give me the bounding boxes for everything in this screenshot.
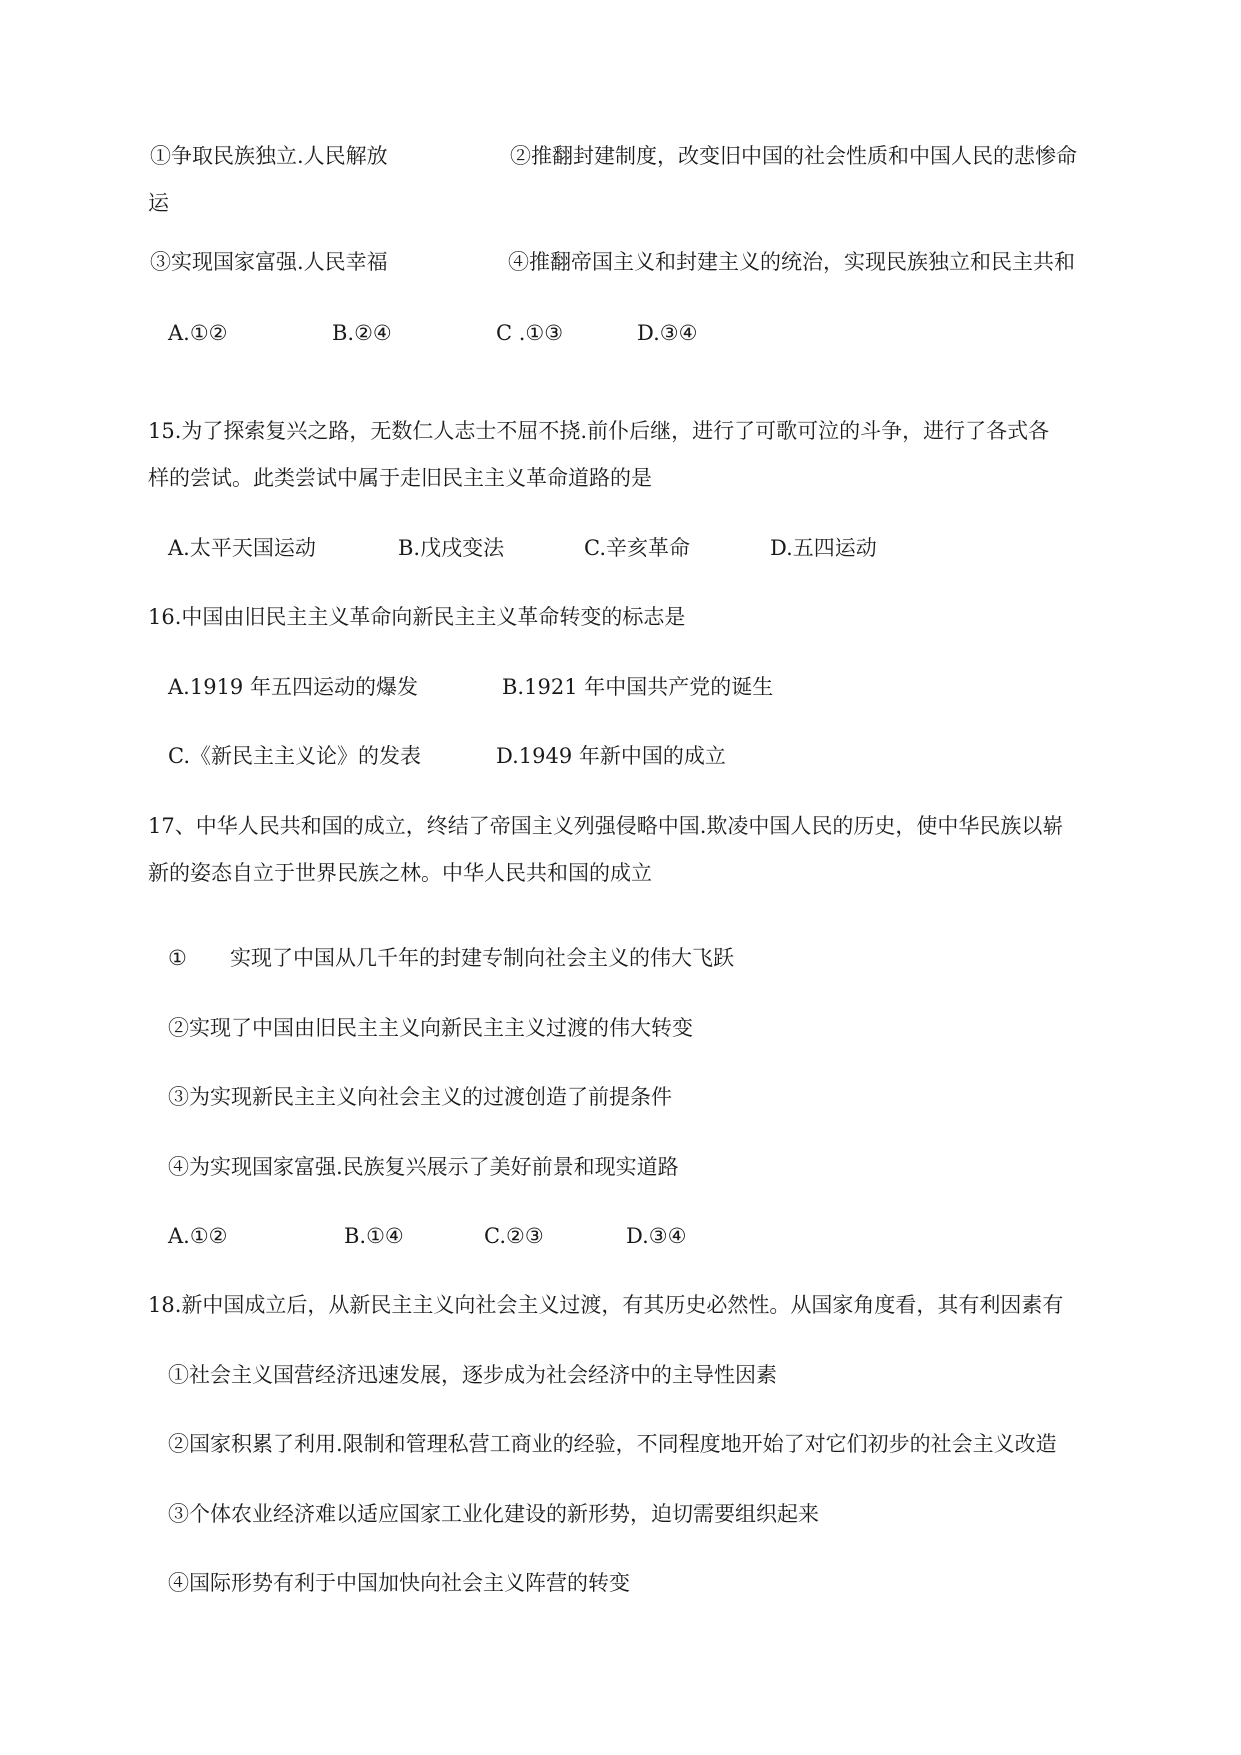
- q18-option-2: ②国家积累了利用.限制和管理私营工商业的经验，不同程度地开始了对它们初步的社会主义改造: [168, 1432, 1057, 1456]
- q17-choice-c: C.②③: [484, 1224, 544, 1248]
- q18-option-3: ③个体农业经济难以适应国家工业化建设的新形势，迫切需要组织起来: [168, 1502, 819, 1526]
- q14-choice-a: A.①②: [168, 321, 228, 345]
- q15-choice-b: B.戊戌变法: [398, 536, 505, 560]
- q14-option-3: ③实现国家富强.人民幸福: [150, 250, 388, 274]
- q15-stem-line-1: 15.为了探索复兴之路，无数仁人志士不屈不挠.前仆后继，进行了可歌可泣的斗争，进行了各式各: [148, 419, 1050, 443]
- q16-choice-c: C.《新民主主义论》的发表: [168, 744, 421, 768]
- q14-choice-c: C .①③: [496, 321, 564, 345]
- q17-stem-line-2: 新的姿态自立于世界民族之林。中华人民共和国的成立: [148, 861, 652, 885]
- q14-choice-d: D.③④: [637, 321, 698, 345]
- q15-choice-a: A.太平天国运动: [168, 536, 316, 560]
- q14-option-4: ④推翻帝国主义和封建主义的统治，实现民族独立和民主共和: [508, 250, 1075, 274]
- q17-option-1-mark: ①: [168, 946, 187, 970]
- q15-choice-d: D.五四运动: [770, 536, 877, 560]
- q17-option-1: 实现了中国从几千年的封建专制向社会主义的伟大飞跃: [230, 946, 734, 970]
- q18-stem: 18.新中国成立后，从新民主主义向社会主义过渡，有其历史必然性。从国家角度看，其有利因素有: [148, 1293, 1064, 1317]
- q17-option-2: ②实现了中国由旧民主主义向新民主主义过渡的伟大转变: [168, 1016, 693, 1040]
- q16-choice-a: A.1919 年五四运动的爆发: [168, 675, 418, 699]
- q16-choice-d: D.1949 年新中国的成立: [496, 744, 726, 768]
- q17-stem-line-1: 17、中华人民共和国的成立，终结了帝国主义列强侵略中国.欺凌中国人民的历史，使中华民族以崭: [148, 814, 1064, 838]
- q16-stem: 16.中国由旧民主主义革命向新民主主义革命转变的标志是: [148, 605, 686, 629]
- q14-option-1: ①争取民族独立.人民解放: [150, 144, 388, 168]
- q17-choice-b: B.①④: [344, 1224, 404, 1248]
- q18-option-4: ④国际形势有利于中国加快向社会主义阵营的转变: [168, 1571, 630, 1595]
- q15-stem-line-2: 样的尝试。此类尝试中属于走旧民主主义革命道路的是: [148, 466, 652, 490]
- q17-choice-a: A.①②: [168, 1224, 228, 1248]
- q17-choice-d: D.③④: [626, 1224, 687, 1248]
- q17-option-4: ④为实现国家富强.民族复兴展示了美好前景和现实道路: [168, 1155, 679, 1179]
- q16-choice-b: B.1921 年中国共产党的诞生: [502, 675, 774, 699]
- q14-option-2-wrap: 运: [148, 191, 169, 215]
- q17-option-3: ③为实现新民主主义向社会主义的过渡创造了前提条件: [168, 1085, 672, 1109]
- q14-option-2: ②推翻封建制度，改变旧中国的社会性质和中国人民的悲惨命: [510, 144, 1077, 168]
- q15-choice-c: C.辛亥革命: [584, 536, 690, 560]
- q18-option-1: ①社会主义国营经济迅速发展，逐步成为社会经济中的主导性因素: [168, 1363, 777, 1387]
- q14-choice-b: B.②④: [332, 321, 392, 345]
